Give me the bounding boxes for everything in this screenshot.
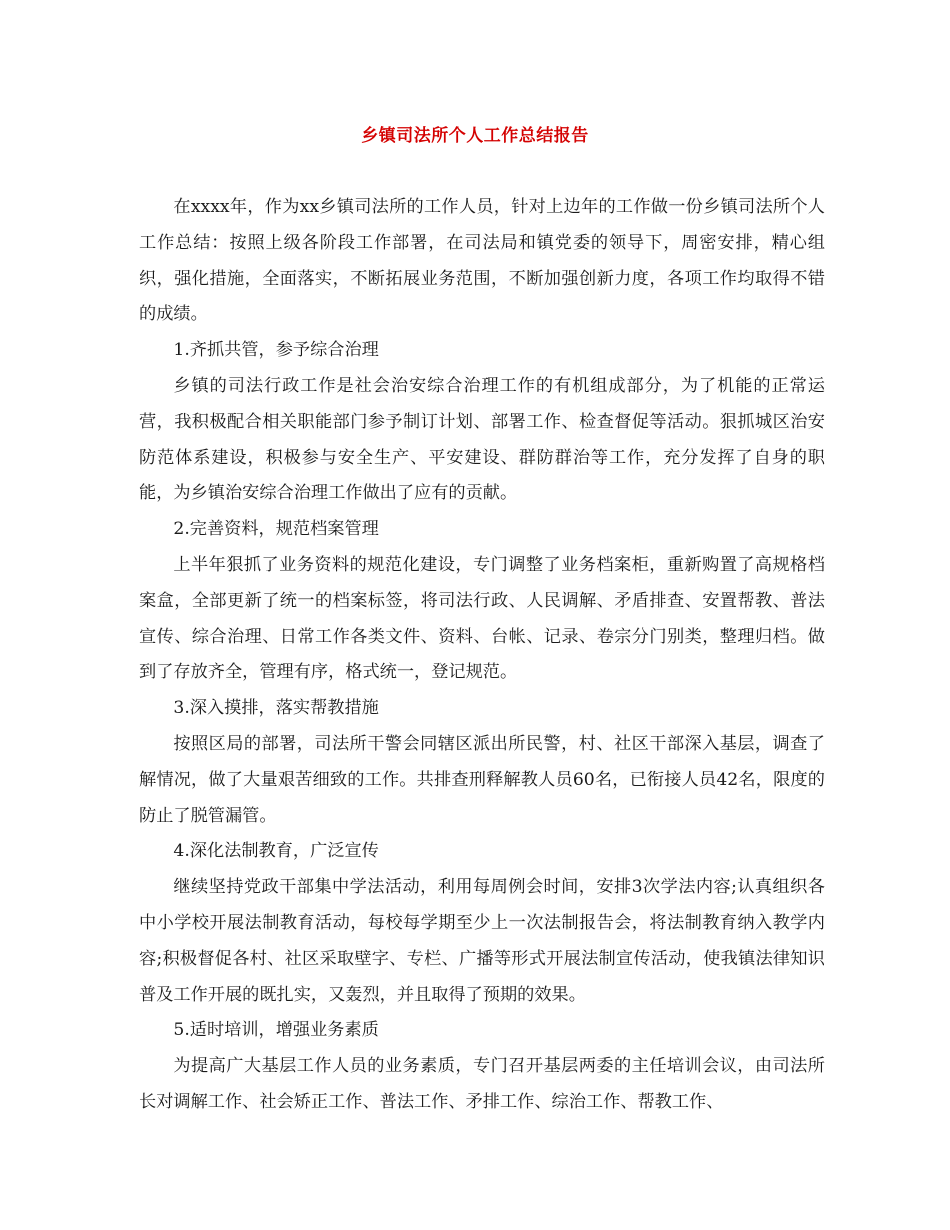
section-paragraph-4: 继续坚持党政干部集中学法活动，利用每周例会时间，安排3次学法内容;认真组织各中小学校开展法制教育活动，每校每学期至少上一次法制报告会，将法制教育纳入教学内容;积极督促各村、社区采取壁字、专栏、广播等形式开展法制宣传活动，使我镇法律知识普及工作开展的既扎实，又轰烈，并且取得了预期的效果。 [139,877,825,1005]
section-heading-2: 2.完善资料，规范档案管理 [173,519,379,540]
section-paragraph-3: 按照区局的部署，司法所干警会同辖区派出所民警，村、社区干部深入基层，调查了解情况，做了大量艰苦细致的工作。共排查刑释解教人员60名，已衔接人员42名，限度的防止了脱管漏管。 [139,733,825,826]
document-body [139,190,825,1121]
intro-paragraph: 在xxxx年，作为xx乡镇司法所的工作人员，针对上边年的工作做一份乡镇司法所个人工作总结：按照上级各阶段工作部署，在司法局和镇党委的领导下，周密安排，精心组织，强化措施，全面落实，不断拓展业务范围，不断加强创新力度，各项工作均取得不错的成绩。 [139,197,825,325]
section-paragraph-2: 上半年狠抓了业务资料的规范化建设，专门调整了业务档案柜，重新购置了高规格档案盒，全部更新了统一的档案标签，将司法行政、人民调解、矛盾排查、安置帮教、普法宣传、综合治理、日常工作各类文件、资料、台帐、记录、卷宗分门别类，整理归档。做到了存放齐全，管理有序，格式统一，登记规范。 [139,554,825,683]
section-paragraph-5: 为提高广大基层工作人员的业务素质，专门召开基层两委的主任培训会议，由司法所长对调解工作、社会矫正工作、普法工作、矛排工作、综治工作、帮教工作、 [139,1056,825,1112]
section-heading-5: 5.适时培训，增强业务素质 [173,1020,379,1041]
section-paragraph-1: 乡镇的司法行政工作是社会治安综合治理工作的有机组成部分，为了机能的正常运营，我积极配合相关职能部门参予制订计划、部署工作、检查督促等活动。狠抓城区治安防范体系建设，积极参与安全生产、平安建设、群防群治等工作，充分发挥了自身的职能，为乡镇治安综合治理工作做出了应有的贡献。 [139,375,825,504]
section-heading-3: 3.深入摸排，落实帮教措施 [173,698,379,719]
document-title: 乡镇司法所个人工作总结报告 [361,126,589,146]
section-heading-1: 1.齐抓共管，参予综合治理 [173,340,379,361]
section-heading-4: 4.深化法制教育，广泛宣传 [173,841,379,862]
